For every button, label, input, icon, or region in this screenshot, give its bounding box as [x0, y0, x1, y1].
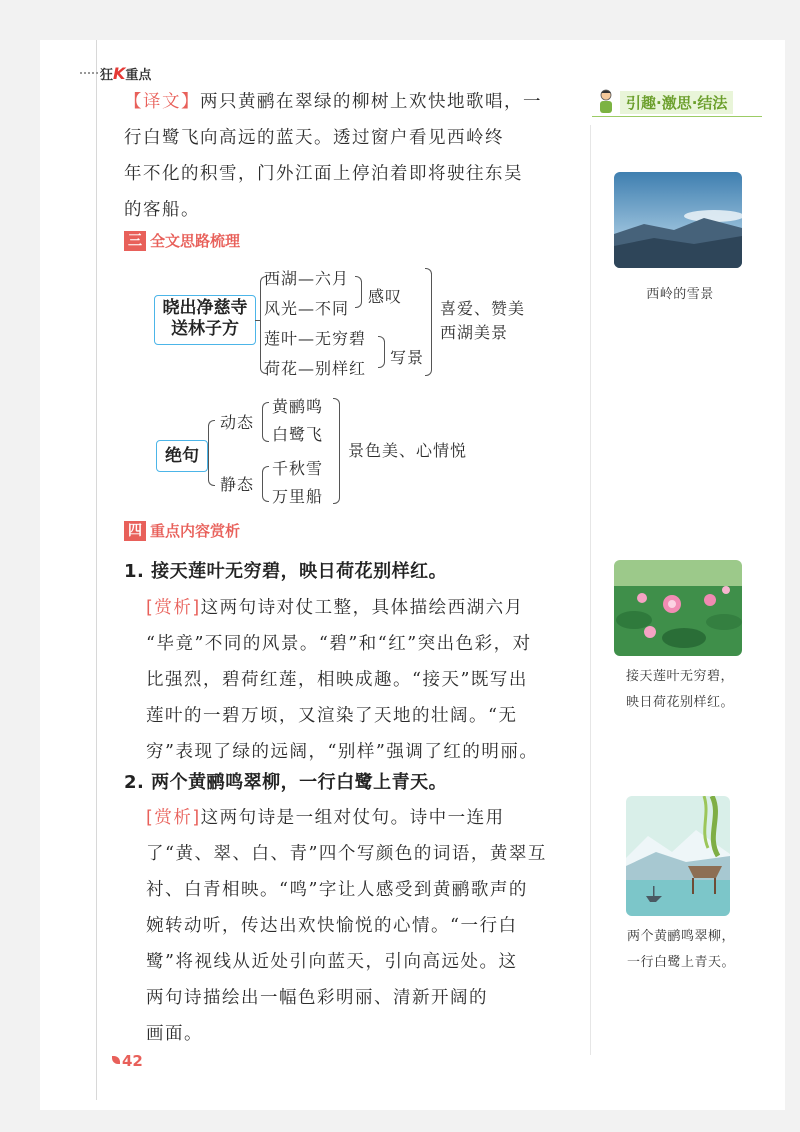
question-1-analysis: [赏析]这两句诗对仗工整，具体描绘西湖六月 “毕竟”不同的风景。“碧”和“红”突出色彩，对 比强烈，碧荷红莲，相映成趣。“接天”既写出 莲叶的一碧万顷，又渲染了天地的壮阔。“无 穷”表现了绿的远阔，“别样”强调了红的明丽。	[146, 598, 539, 762]
section-3-title: 三 全文思路梳理	[124, 230, 240, 251]
gutter-line	[96, 40, 97, 1100]
brand-logo: 狂K重点	[100, 64, 151, 83]
map1-right-brace	[425, 268, 432, 376]
snow-mountain-image	[614, 172, 742, 268]
willow-egret-image	[626, 796, 730, 916]
translation-paragraph: 【译文】两只黄鹂在翠绿的柳树上欢快地歌唱，一 行白鹭飞向高远的蓝天。透过窗户看见西岭终 年不化的积雪，门外江面上停泊着即将驶往东吴 的客船。	[124, 92, 542, 220]
banner-text: 引趣·激思·结法	[620, 91, 733, 114]
student-icon	[596, 88, 616, 114]
caption-snow: 西岭的雪景	[646, 287, 714, 302]
translation-tag: 【译文】	[124, 92, 200, 112]
question-1-title: 1. 接天莲叶无穷碧，映日荷花别样红。	[124, 561, 448, 582]
map2-center-box: 绝句	[156, 440, 208, 472]
sidebar-banner	[592, 88, 762, 117]
section-4-title: 四 重点内容赏析	[124, 520, 240, 541]
lotus-image	[614, 560, 742, 656]
map1-center-box: 晓出净慈寺 送林子方	[154, 295, 256, 345]
caption-willow: 两个黄鹂鸣翠柳， 一行白鹭上青天。	[626, 929, 735, 970]
sidebar-divider	[590, 125, 591, 1055]
question-2-title: 2. 两个黄鹂鸣翠柳，一行白鹭上青天。	[124, 772, 448, 793]
caption-lotus: 接天莲叶无穷碧， 映日荷花别样红。	[625, 669, 734, 710]
question-2-analysis: [赏析]这两句诗是一组对仗句。诗中一连用 了“黄、翠、白、青”四个写颜色的词语，黄翠互 衬、白青相映。“鸣”字让人感受到黄鹂歌声的 婉转动听，传达出欢快愉悦的心情。“一行白 鹭”将视线从近处引向蓝天，引向高远处。这 两句诗描绘出一幅色彩明丽、清新开阔的 画面。	[146, 808, 547, 1044]
page-number: 42	[122, 1052, 143, 1070]
